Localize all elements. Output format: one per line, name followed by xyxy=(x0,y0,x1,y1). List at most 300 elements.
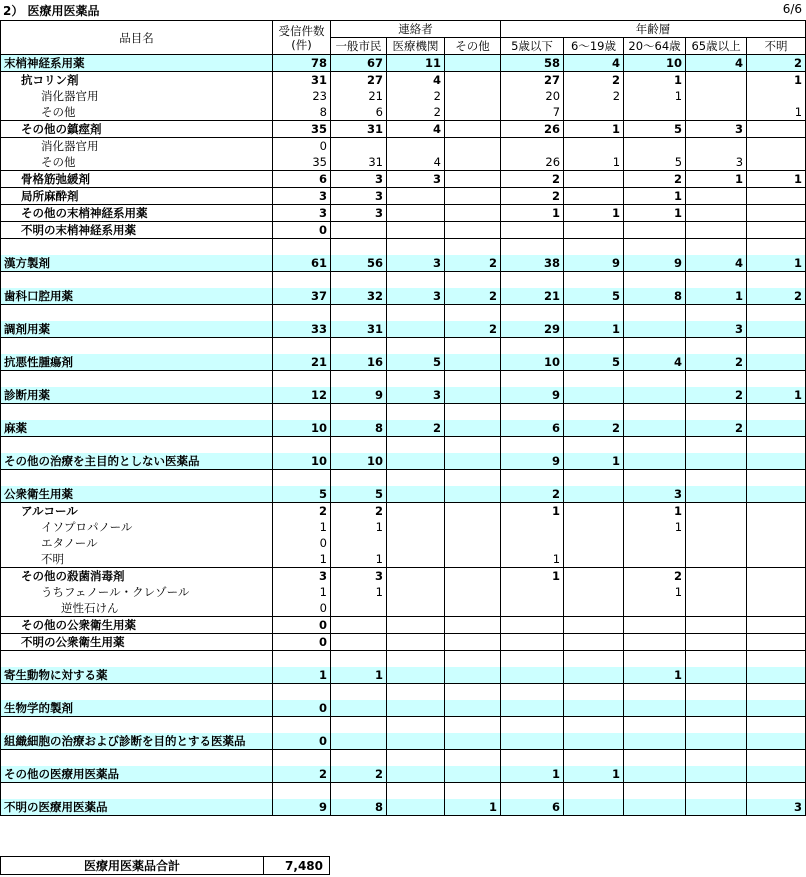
age-20-64-count xyxy=(624,437,686,454)
age-0-5-count: 2 xyxy=(501,486,564,503)
age-0-5-count: 1 xyxy=(501,568,564,585)
age-20-64-count: 8 xyxy=(624,288,686,305)
received-count: 78 xyxy=(273,55,331,72)
age-65-plus-count xyxy=(686,486,747,503)
age-65-plus-count xyxy=(686,222,747,239)
age-unknown-count xyxy=(747,600,806,617)
age-65-plus-count xyxy=(686,667,747,684)
age-unknown-count xyxy=(747,651,806,668)
contact-other-count: 2 xyxy=(445,255,501,272)
age-65-plus-count xyxy=(686,783,747,800)
table-row xyxy=(1,617,806,634)
age-65-plus-count xyxy=(686,437,747,454)
received-count: 0 xyxy=(273,222,331,239)
age-6-19-count xyxy=(564,486,624,503)
general-public-count: 1 xyxy=(331,519,387,535)
contact-other-count xyxy=(445,519,501,535)
received-count xyxy=(273,338,331,355)
age-65-plus-count: 3 xyxy=(686,121,747,138)
age-20-64-count: 9 xyxy=(624,255,686,272)
age-6-19-count xyxy=(564,104,624,121)
received-count xyxy=(273,305,331,322)
medical-institution-count xyxy=(387,272,445,289)
age-0-5-count: 58 xyxy=(501,55,564,72)
age-unknown-count xyxy=(747,551,806,568)
received-count: 0 xyxy=(273,733,331,750)
medical-institution-count xyxy=(387,584,445,600)
general-public-count xyxy=(331,717,387,734)
item-name: その他の殺菌消毒剤 xyxy=(1,568,273,585)
age-6-19-count xyxy=(564,783,624,800)
age-unknown-count xyxy=(747,519,806,535)
age-0-5-count: 1 xyxy=(501,503,564,520)
age-20-64-count xyxy=(624,371,686,388)
age-unknown-count xyxy=(747,239,806,256)
age-0-5-count xyxy=(501,600,564,617)
age-unknown-count xyxy=(747,188,806,205)
age-0-5-count xyxy=(501,305,564,322)
general-public-count xyxy=(331,617,387,634)
contact-other-count xyxy=(445,453,501,470)
received-count: 12 xyxy=(273,387,331,404)
age-unknown-count xyxy=(747,453,806,470)
age-65-plus-count xyxy=(686,72,747,89)
medical-institution-count xyxy=(387,305,445,322)
age-6-19-count: 1 xyxy=(564,205,624,222)
age-unknown-count xyxy=(747,305,806,322)
table-row xyxy=(1,288,806,305)
contact-other-count xyxy=(445,154,501,171)
contact-other-count xyxy=(445,121,501,138)
age-0-5-count: 1 xyxy=(501,551,564,568)
received-count: 0 xyxy=(273,700,331,717)
age-6-19-count xyxy=(564,700,624,717)
medical-institution-count: 3 xyxy=(387,171,445,188)
general-public-count xyxy=(331,470,387,487)
general-public-count: 9 xyxy=(331,387,387,404)
contact-other-count xyxy=(445,88,501,104)
received-count: 0 xyxy=(273,617,331,634)
age-65-plus-count xyxy=(686,634,747,651)
contact-other-count xyxy=(445,486,501,503)
age-unknown-count xyxy=(747,205,806,222)
age-0-5-count: 1 xyxy=(501,766,564,783)
medical-institution-count xyxy=(387,568,445,585)
age-0-5-count xyxy=(501,584,564,600)
age-65-plus-count: 4 xyxy=(686,255,747,272)
received-count: 1 xyxy=(273,584,331,600)
item-name: その他の末梢神経系用薬 xyxy=(1,205,273,222)
age-unknown-count xyxy=(747,88,806,104)
contact-other-count xyxy=(445,684,501,701)
age-unknown-count xyxy=(747,535,806,551)
medical-institution-count: 5 xyxy=(387,354,445,371)
item-name: 寄生動物に対する薬 xyxy=(1,667,273,684)
contact-other-count xyxy=(445,584,501,600)
item-name: エタノール xyxy=(1,535,273,551)
age-20-64-count xyxy=(624,404,686,421)
header-age-0-5: 5歳以下 xyxy=(501,38,564,55)
item-name xyxy=(1,437,273,454)
age-65-plus-count: 3 xyxy=(686,321,747,338)
age-unknown-count xyxy=(747,486,806,503)
general-public-count: 27 xyxy=(331,72,387,89)
header-age-unknown: 不明 xyxy=(747,38,806,55)
age-65-plus-count: 3 xyxy=(686,154,747,171)
table-row xyxy=(1,783,806,800)
item-name xyxy=(1,305,273,322)
general-public-count: 2 xyxy=(331,766,387,783)
medical-institution-count xyxy=(387,470,445,487)
medical-institution-count: 3 xyxy=(387,288,445,305)
age-20-64-count xyxy=(624,321,686,338)
medical-institution-count xyxy=(387,684,445,701)
medical-institution-count xyxy=(387,667,445,684)
age-65-plus-count: 1 xyxy=(686,288,747,305)
age-20-64-count xyxy=(624,338,686,355)
general-public-count xyxy=(331,371,387,388)
table-row xyxy=(1,239,806,256)
received-count xyxy=(273,437,331,454)
table-row xyxy=(1,138,806,155)
received-count: 21 xyxy=(273,354,331,371)
contact-other-count xyxy=(445,371,501,388)
received-count: 0 xyxy=(273,634,331,651)
age-65-plus-count xyxy=(686,371,747,388)
received-count xyxy=(273,651,331,668)
received-count: 6 xyxy=(273,171,331,188)
received-count xyxy=(273,717,331,734)
received-count: 9 xyxy=(273,799,331,816)
age-20-64-count: 1 xyxy=(624,88,686,104)
age-unknown-count xyxy=(747,783,806,800)
general-public-count xyxy=(331,305,387,322)
page-title: 2） 医療用医薬品 xyxy=(3,4,100,18)
item-name: 逆性石けん xyxy=(1,600,273,617)
age-0-5-count xyxy=(501,535,564,551)
received-count xyxy=(273,239,331,256)
age-unknown-count: 2 xyxy=(747,55,806,72)
table-row xyxy=(1,305,806,322)
item-name: 漢方製剤 xyxy=(1,255,273,272)
medical-institution-count xyxy=(387,700,445,717)
age-unknown-count xyxy=(747,404,806,421)
item-name xyxy=(1,783,273,800)
item-name xyxy=(1,404,273,421)
medical-institution-count xyxy=(387,321,445,338)
age-unknown-count xyxy=(747,222,806,239)
received-count xyxy=(273,783,331,800)
general-public-count xyxy=(331,651,387,668)
medical-institution-count xyxy=(387,717,445,734)
header-medical-institution: 医療機関 xyxy=(387,38,445,55)
general-public-count: 67 xyxy=(331,55,387,72)
table-row xyxy=(1,321,806,338)
item-name: その他の治療を主目的としない医薬品 xyxy=(1,453,273,470)
medical-institution-count: 4 xyxy=(387,121,445,138)
age-20-64-count xyxy=(624,750,686,767)
age-65-plus-count xyxy=(686,600,747,617)
received-count: 33 xyxy=(273,321,331,338)
age-6-19-count xyxy=(564,535,624,551)
general-public-count: 6 xyxy=(331,104,387,121)
age-6-19-count: 1 xyxy=(564,154,624,171)
item-name: その他 xyxy=(1,104,273,121)
general-public-count: 2 xyxy=(331,503,387,520)
age-20-64-count xyxy=(624,239,686,256)
table-row xyxy=(1,503,806,520)
age-20-64-count xyxy=(624,783,686,800)
age-unknown-count xyxy=(747,733,806,750)
medical-institution-count xyxy=(387,766,445,783)
medical-institution-count xyxy=(387,404,445,421)
table-row xyxy=(1,154,806,171)
header-age-65-plus: 65歳以上 xyxy=(686,38,747,55)
age-unknown-count xyxy=(747,354,806,371)
age-65-plus-count: 1 xyxy=(686,171,747,188)
item-name: 調剤用薬 xyxy=(1,321,273,338)
received-count xyxy=(273,272,331,289)
medical-institution-count xyxy=(387,453,445,470)
table-row xyxy=(1,72,806,89)
general-public-count: 3 xyxy=(331,205,387,222)
received-count xyxy=(273,404,331,421)
general-public-count: 3 xyxy=(331,568,387,585)
general-public-count xyxy=(331,437,387,454)
item-name: 抗悪性腫瘍剤 xyxy=(1,354,273,371)
contact-other-count xyxy=(445,72,501,89)
age-65-plus-count xyxy=(686,568,747,585)
table-row xyxy=(1,766,806,783)
general-public-count: 8 xyxy=(331,799,387,816)
general-public-count xyxy=(331,404,387,421)
table-row xyxy=(1,222,806,239)
age-unknown-count xyxy=(747,420,806,437)
age-0-5-count xyxy=(501,371,564,388)
page-number: 6/6 xyxy=(782,2,802,16)
age-unknown-count: 1 xyxy=(747,104,806,121)
received-count xyxy=(273,470,331,487)
age-20-64-count xyxy=(624,551,686,568)
contact-other-count xyxy=(445,733,501,750)
table-row xyxy=(1,486,806,503)
age-65-plus-count xyxy=(686,617,747,634)
age-65-plus-count xyxy=(686,104,747,121)
item-name: 抗コリン剤 xyxy=(1,72,273,89)
age-6-19-count xyxy=(564,338,624,355)
medical-institution-count xyxy=(387,338,445,355)
item-name xyxy=(1,272,273,289)
age-6-19-count: 1 xyxy=(564,453,624,470)
age-unknown-count xyxy=(747,272,806,289)
header-age-6-19: 6～19歳 xyxy=(564,38,624,55)
age-20-64-count: 1 xyxy=(624,584,686,600)
received-count: 1 xyxy=(273,667,331,684)
received-count: 1 xyxy=(273,551,331,568)
item-name: 歯科口腔用薬 xyxy=(1,288,273,305)
item-name: その他の公衆衛生用薬 xyxy=(1,617,273,634)
table-row xyxy=(1,188,806,205)
age-6-19-count: 1 xyxy=(564,121,624,138)
header-age-20-64: 20～64歳 xyxy=(624,38,686,55)
age-6-19-count: 4 xyxy=(564,55,624,72)
header-contact: 連絡者 xyxy=(331,21,501,38)
age-65-plus-count xyxy=(686,717,747,734)
total-table xyxy=(0,856,330,875)
age-20-64-count xyxy=(624,104,686,121)
item-name: 骨格筋弛緩剤 xyxy=(1,171,273,188)
age-6-19-count xyxy=(564,634,624,651)
general-public-count xyxy=(331,535,387,551)
age-20-64-count xyxy=(624,634,686,651)
medical-institution-count xyxy=(387,138,445,155)
general-public-count xyxy=(331,750,387,767)
table-body xyxy=(1,55,806,816)
age-65-plus-count xyxy=(686,684,747,701)
general-public-count: 1 xyxy=(331,667,387,684)
age-6-19-count xyxy=(564,799,624,816)
age-0-5-count xyxy=(501,733,564,750)
age-6-19-count: 1 xyxy=(564,766,624,783)
general-public-count xyxy=(331,338,387,355)
general-public-count: 1 xyxy=(331,551,387,568)
item-name: 組織細胞の治療および診断を目的とする医薬品 xyxy=(1,733,273,750)
contact-other-count xyxy=(445,437,501,454)
age-20-64-count: 1 xyxy=(624,72,686,89)
age-unknown-count xyxy=(747,717,806,734)
item-name: 末梢神経系用薬 xyxy=(1,55,273,72)
medical-institution-count: 4 xyxy=(387,154,445,171)
age-0-5-count: 10 xyxy=(501,354,564,371)
contact-other-count xyxy=(445,188,501,205)
item-name: 不明の公衆衛生用薬 xyxy=(1,634,273,651)
age-20-64-count: 1 xyxy=(624,503,686,520)
age-6-19-count xyxy=(564,239,624,256)
medical-institution-count xyxy=(387,519,445,535)
contact-other-count xyxy=(445,568,501,585)
age-unknown-count xyxy=(747,503,806,520)
age-65-plus-count xyxy=(686,272,747,289)
age-65-plus-count xyxy=(686,239,747,256)
general-public-count xyxy=(331,239,387,256)
medical-institution-count: 3 xyxy=(387,255,445,272)
general-public-count: 32 xyxy=(331,288,387,305)
age-65-plus-count xyxy=(686,584,747,600)
age-20-64-count: 2 xyxy=(624,171,686,188)
age-0-5-count xyxy=(501,138,564,155)
general-public-count: 31 xyxy=(331,154,387,171)
age-6-19-count xyxy=(564,684,624,701)
age-65-plus-count xyxy=(686,453,747,470)
table-row xyxy=(1,387,806,404)
age-65-plus-count xyxy=(686,535,747,551)
table-row xyxy=(1,634,806,651)
medical-institution-count xyxy=(387,733,445,750)
table-row xyxy=(1,470,806,487)
table-row xyxy=(1,354,806,371)
contact-other-count xyxy=(445,104,501,121)
general-public-count: 31 xyxy=(331,321,387,338)
medical-institution-count: 3 xyxy=(387,387,445,404)
age-0-5-count xyxy=(501,617,564,634)
item-name: その他の医療用医薬品 xyxy=(1,766,273,783)
age-unknown-count xyxy=(747,154,806,171)
age-20-64-count: 1 xyxy=(624,205,686,222)
received-count xyxy=(273,371,331,388)
contact-other-count xyxy=(445,551,501,568)
table-row xyxy=(1,799,806,816)
age-65-plus-count xyxy=(686,766,747,783)
table-row xyxy=(1,568,806,585)
contact-other-count xyxy=(445,667,501,684)
medical-institution-count: 4 xyxy=(387,72,445,89)
table-row xyxy=(1,684,806,701)
general-public-count: 8 xyxy=(331,420,387,437)
age-20-64-count xyxy=(624,684,686,701)
header-item: 品目名 xyxy=(1,21,273,55)
age-6-19-count xyxy=(564,222,624,239)
received-count: 10 xyxy=(273,453,331,470)
age-0-5-count xyxy=(501,667,564,684)
age-unknown-count: 1 xyxy=(747,72,806,89)
header-received xyxy=(273,21,331,55)
age-20-64-count xyxy=(624,305,686,322)
age-6-19-count xyxy=(564,503,624,520)
age-20-64-count: 3 xyxy=(624,486,686,503)
age-0-5-count xyxy=(501,717,564,734)
age-unknown-count: 1 xyxy=(747,255,806,272)
total-value: 7,480 xyxy=(264,857,330,875)
age-20-64-count xyxy=(624,600,686,617)
age-65-plus-count xyxy=(686,799,747,816)
item-name: 生物学的製剤 xyxy=(1,700,273,717)
age-0-5-count: 6 xyxy=(501,420,564,437)
table-row xyxy=(1,453,806,470)
item-name xyxy=(1,239,273,256)
medical-institution-count xyxy=(387,617,445,634)
age-6-19-count xyxy=(564,188,624,205)
age-0-5-count: 6 xyxy=(501,799,564,816)
received-count: 37 xyxy=(273,288,331,305)
contact-other-count xyxy=(445,766,501,783)
medical-institution-count xyxy=(387,188,445,205)
table-row xyxy=(1,733,806,750)
general-public-count xyxy=(331,272,387,289)
age-unknown-count xyxy=(747,700,806,717)
table-row xyxy=(1,600,806,617)
age-6-19-count xyxy=(564,437,624,454)
contact-other-count xyxy=(445,138,501,155)
age-6-19-count xyxy=(564,750,624,767)
age-6-19-count xyxy=(564,371,624,388)
age-0-5-count: 2 xyxy=(501,188,564,205)
age-65-plus-count xyxy=(686,503,747,520)
item-name xyxy=(1,750,273,767)
age-0-5-count xyxy=(501,437,564,454)
age-unknown-count xyxy=(747,750,806,767)
item-name: 診断用薬 xyxy=(1,387,273,404)
received-count: 2 xyxy=(273,503,331,520)
age-20-64-count: 1 xyxy=(624,519,686,535)
age-20-64-count xyxy=(624,717,686,734)
table-row xyxy=(1,272,806,289)
header-age: 年齢層 xyxy=(501,21,806,38)
table-row xyxy=(1,535,806,551)
table-row xyxy=(1,104,806,121)
table-row xyxy=(1,404,806,421)
contact-other-count xyxy=(445,272,501,289)
general-public-count: 16 xyxy=(331,354,387,371)
